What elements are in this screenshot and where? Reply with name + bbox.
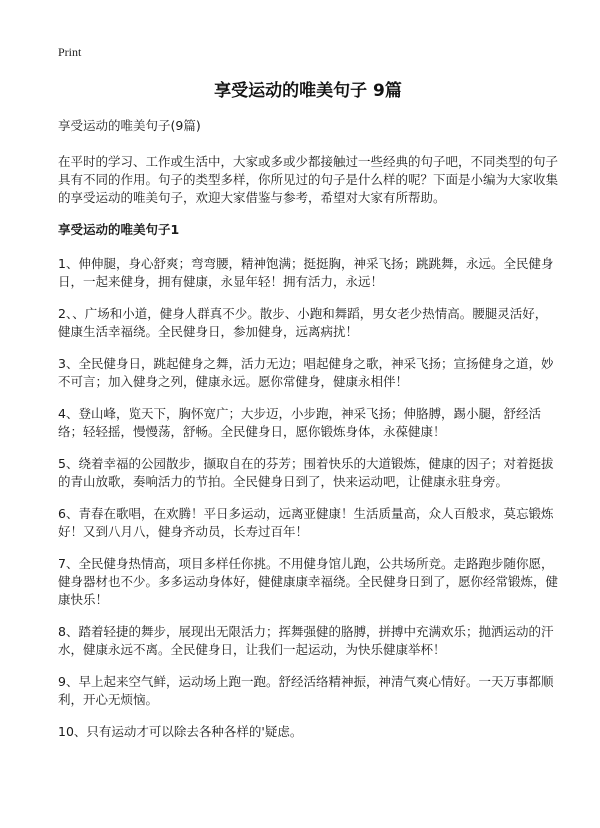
sentence-entry-2: 2、、广场和小道，健身人群真不少。散步、小跑和舞蹈，男女老少热情高。腰腿灵活好，健康生活幸福绕。全民健身日，参加健身，远离病扰！ [58, 306, 548, 339]
sentence-entry-7: 7、全民健身热情高，项目多样任你挑。不用健身馆儿跑，公共场所竞。走路跑步随你愿，健身器材也不少。多多运动身体好，健健康康幸福绕。全民健身日到了，愿你经常锻炼，健康快乐！ [58, 556, 559, 607]
sentence-entry-3: 3、全民健身日，跳起健身之舞，活力无边；唱起健身之歌，神采飞扬；宣扬健身之道，妙不可言；加入健身之列，健康永远。愿你常健身，健康永相伴！ [58, 356, 554, 389]
sentence-entry-1: 1、伸伸腿，身心舒爽；弯弯腰，精神饱满；挺挺胸，神采飞扬；跳跳舞，永远。全民健身日，一起来健身，拥有健康，永显年轻！拥有活力，永远！ [58, 256, 554, 289]
print-label: Print [58, 45, 82, 59]
document-title: 享受运动的唯美句子 9篇 [214, 81, 402, 101]
sentence-entry-5: 5、绕着幸福的公园散步，撷取自在的芬芳；围着快乐的大道锻炼，健康的因子；对着挺拔的青山放歌，奏响活力的节拍。全民健身日到了，快来运动吧，让健康永驻身旁。 [58, 456, 554, 489]
sentence-entry-9: 9、早上起来空气鲜，运动场上跑一跑。舒经活络精神振，神清气爽心情好。一天万事都顺利，开心无烦恼。 [58, 674, 554, 707]
sentence-entry-10: 10、只有运动才可以除去各种各样的'疑虑。 [58, 724, 303, 739]
section-heading: 享受运动的唯美句子1 [58, 222, 180, 237]
document-subtitle: 享受运动的唯美句子(9篇) [58, 118, 201, 133]
sentence-entry-6: 6、青春在歌唱，在欢腾！平日多运动，远离亚健康！生活质量高，众人百般求，莫忘锻炼好！又到八月八，健身齐动员，长寿过百年！ [58, 506, 554, 539]
sentence-entry-8: 8、踏着轻捷的舞步，展现出无限活力；挥舞强健的胳膊，拼搏中充满欢乐；抛洒运动的汗水，健康永远不离。全民健身日，让我们一起运动，为快乐健康举杯！ [58, 624, 554, 657]
intro-paragraph: 在平时的学习、工作或生活中，大家或多或少都接触过一些经典的句子吧，不同类型的句子具有不同的作用。句子的类型多样，你所见过的句子是什么样的呢？下面是小编为大家收集的享受运动的唯美句子，欢迎大家借鉴与参考，希望对大家有所帮助。 [58, 154, 559, 205]
sentence-entry-4: 4、登山峰，览天下，胸怀宽广；大步迈，小步跑，神采飞扬；伸胳膊，踢小腿，舒经活络；轻轻摇，慢慢荡，舒畅。全民健身日，愿你锻炼身体，永葆健康！ [58, 406, 541, 439]
